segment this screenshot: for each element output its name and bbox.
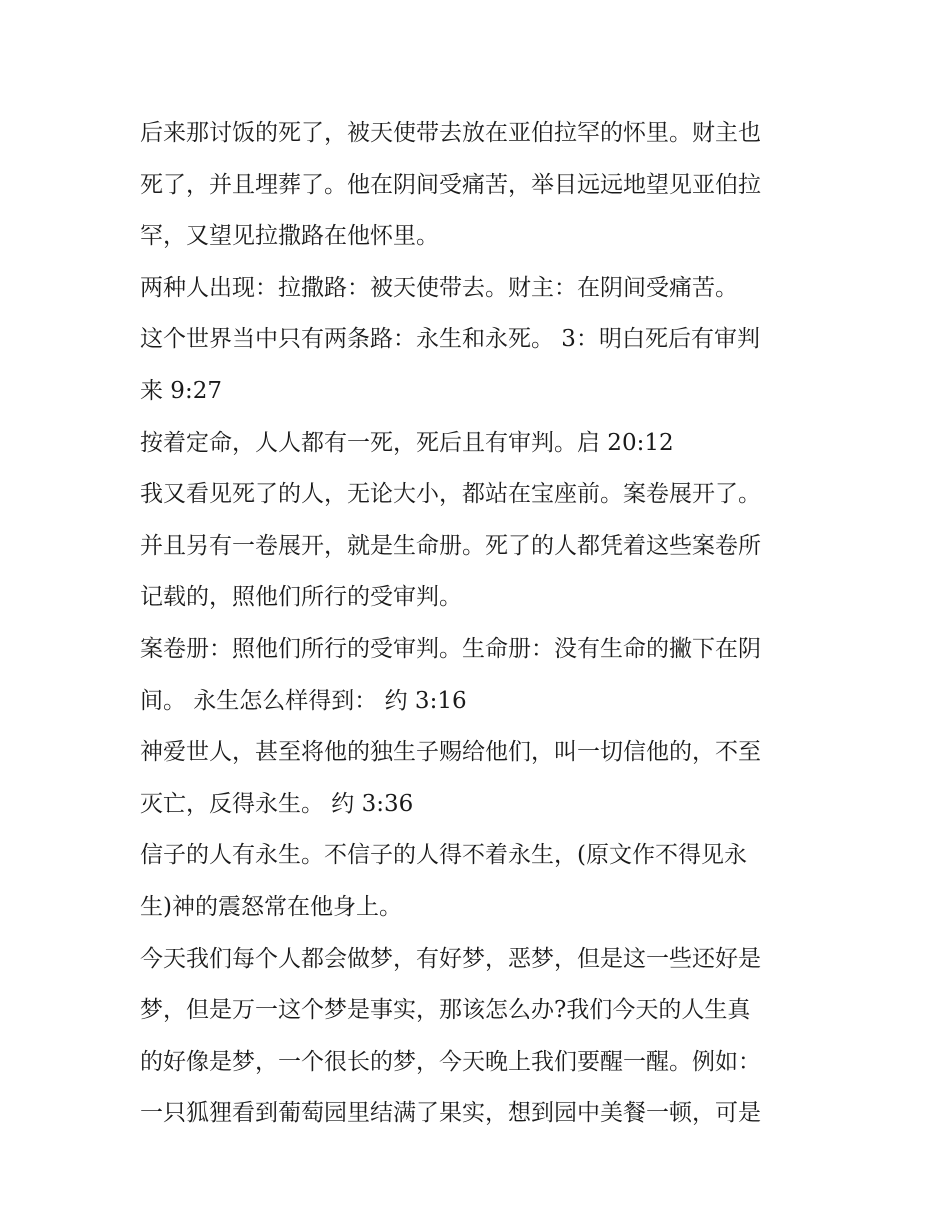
text-line: 这个世界当中只有两条路：永生和永死。 3：明白死后有审判 <box>140 326 760 353</box>
text-line: 按着定命，人人都有一死，死后且有审判。启 20:12 <box>140 429 674 456</box>
text-line: 记载的，照他们所行的受审判。 <box>140 584 462 611</box>
text-line: 两种人出现：拉撒路：被天使带去。财主：在阴间受痛苦。 <box>140 274 738 301</box>
text-line: 并且另有一卷展开，就是生命册。死了的人都凭着这些案卷所 <box>140 532 761 559</box>
text-line: 生)神的震怒常在他身上。 <box>140 893 402 920</box>
text-line: 今天我们每个人都会做梦，有好梦，恶梦，但是这一些还好是 <box>140 945 761 972</box>
text-line: 后来那讨饭的死了，被天使带去放在亚伯拉罕的怀里。财主也 <box>140 120 761 146</box>
text-line: 罕，又望见拉撒路在他怀里。 <box>140 223 439 250</box>
text-line: 我又看见死了的人，无论大小，都站在宝座前。案卷展开了。 <box>140 481 761 508</box>
document-body <box>140 108 820 1140</box>
text-line: 灭亡，反得永生。 约 3:36 <box>140 790 414 817</box>
text-line: 信子的人有永生。不信子的人得不着永生，(原文作不得见永 <box>140 842 747 869</box>
text-line: 梦，但是万一这个梦是事实，那该怎么办?我们今天的人生真 <box>140 997 751 1024</box>
text-line: 一只狐狸看到葡萄园里结满了果实，想到园中美餐一顿，可是 <box>140 1100 761 1127</box>
text-line: 的好像是梦，一个很长的梦，今天晚上我们要醒一醒。例如： <box>140 1048 761 1075</box>
text-line: 神爱世人，甚至将他的独生子赐给他们，叫一切信他的，不至 <box>140 739 761 766</box>
text-line: 间。 永生怎么样得到： 约 3:16 <box>140 687 467 714</box>
text-line: 来 9:27 <box>140 377 222 404</box>
text-line: 死了，并且埋葬了。他在阴间受痛苦，举目远远地望见亚伯拉 <box>140 171 761 198</box>
text-line: 案卷册：照他们所行的受审判。生命册：没有生命的撇下在阴 <box>140 635 761 662</box>
